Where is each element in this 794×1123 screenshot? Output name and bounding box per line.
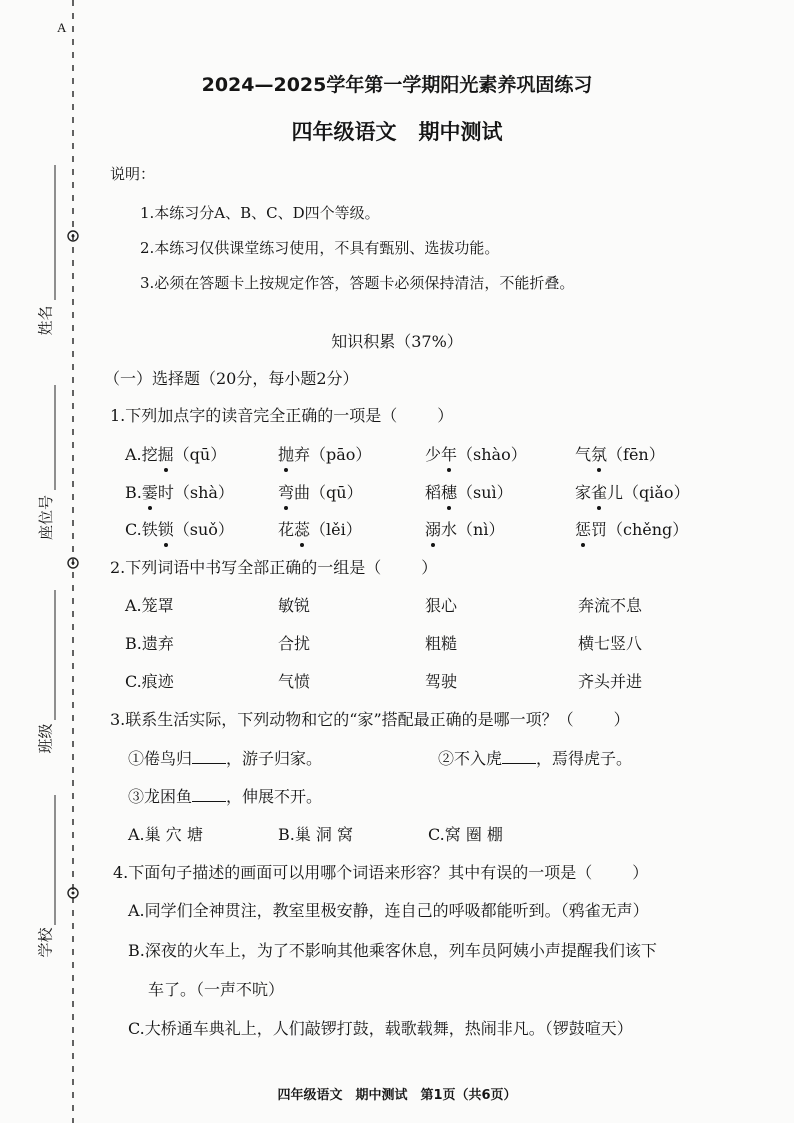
dotted-character: 掘 [158, 442, 174, 465]
question-2-option-cell: C.痕迹 [125, 672, 174, 691]
dotted-character: 溺 [425, 517, 441, 540]
question-2-option-cell: 驾驶 [425, 672, 458, 691]
question-2-option-cell: 敏锐 [278, 596, 311, 615]
dotted-character: 雀 [591, 480, 607, 503]
dotted-character: 氛 [591, 442, 607, 465]
exam-title: 2024—2025学年第一学期阳光素养巩固练习 [201, 74, 593, 96]
question-1-option-cell: 家雀儿（qiǎo） [575, 480, 690, 503]
question-1-option-cell: A.挖掘（qū） [125, 442, 226, 465]
question-4-stem: 4.下面句子描述的画面可以用哪个词语来形容？其中有误的一项是（ ） [113, 863, 649, 882]
question-1-option-cell: C.铁锁（suǒ） [125, 517, 234, 540]
note-item: 1.本练习分A、B、C、D四个等级。 [140, 204, 380, 222]
dotted-character: 穗 [441, 480, 457, 503]
note-item: 2.本练习仅供课堂练习使用，不具有甄别、选拔功能。 [140, 239, 500, 257]
dotted-character: 蕊 [294, 517, 310, 540]
question-1-option-cell: 气氛（fēn） [575, 442, 665, 465]
question-2-option-cell: B.遗弃 [125, 634, 174, 653]
question-1-option-cell: 花蕊（lěi） [278, 517, 362, 540]
question-3-option-b: B.巢 洞 窝 [278, 825, 354, 844]
question-2-option-cell: A.笼罩 [125, 596, 174, 615]
dotted-character: 年 [441, 442, 457, 465]
answer-blank[interactable] [502, 762, 536, 764]
name-label: 姓名 [36, 305, 55, 336]
part-heading: （一）选择题（20分，每小题2分） [104, 369, 359, 388]
question-1-stem: 1.下列加点字的读音完全正确的一项是（ ） [110, 406, 454, 425]
dotted-character: 锁 [158, 517, 174, 540]
question-1-option-cell: 稻穗（suì） [425, 480, 513, 503]
question-2-option-cell: 合扰 [278, 634, 311, 653]
question-2-stem: 2.下列词语中书写全部正确的一组是（ ） [110, 558, 438, 577]
question-1-option-cell: 惩罚（chěng） [575, 517, 688, 540]
notes-label: 说明： [110, 165, 156, 183]
corner-mark: A [57, 20, 67, 35]
dotted-character: 抛 [278, 442, 294, 465]
answer-blank[interactable] [192, 762, 226, 764]
question-2-option-cell: 狠心 [425, 596, 458, 615]
page-footer: 四年级语文 期中测试 第1页（共6页） [277, 1088, 517, 1103]
question-3-sentence-1: ①倦鸟归 ，游子归家。 [128, 749, 323, 768]
question-1-option-cell: 溺水（nì） [425, 517, 504, 540]
question-2-option-cell: 奔流不息 [578, 596, 643, 615]
question-1-option-cell: B.霎时（shà） [125, 480, 234, 503]
exam-subtitle: 四年级语文 期中测试 [291, 120, 503, 144]
question-2-option-cell: 粗糙 [425, 634, 458, 653]
question-2-option-cell: 横七竖八 [578, 634, 643, 653]
question-1-option-cell: 少年（shào） [425, 442, 527, 465]
question-3-option-a: A.巢 穴 塘 [128, 825, 203, 844]
section-heading: 知识积累（37%） [331, 332, 463, 351]
question-4-option-b-cont: 车了。（一声不吭） [148, 980, 285, 999]
question-2-option-cell: 气愤 [278, 672, 311, 691]
dotted-character: 惩 [575, 517, 591, 540]
dotted-character: 霎 [142, 480, 158, 503]
question-3-sentence-2: ②不入虎 ，焉得虎子。 [438, 749, 633, 768]
question-3-sentence-3: ③龙困鱼 ，伸展不开。 [128, 787, 323, 806]
question-4-option-a: A.同学们全神贯注，教室里极安静，连自己的呼吸都能听到。（鸦雀无声） [128, 901, 649, 920]
question-4-option-b: B.深夜的火车上，为了不影响其他乘客休息，列车员阿姨小声提醒我们该下 [128, 941, 657, 960]
dotted-character: 弯 [278, 480, 294, 503]
note-item: 3.必须在答题卡上按规定作答，答题卡必须保持清洁，不能折叠。 [140, 274, 575, 292]
class-label: 班级 [36, 723, 55, 754]
question-2-option-cell: 齐头并进 [578, 672, 643, 691]
school-label: 学校 [36, 927, 55, 958]
seat-number-label: 座位号 [37, 494, 56, 541]
question-1-option-cell: 抛弃（pāo） [278, 442, 371, 465]
question-3-stem: 3.联系生活实际，下列动物和它的“家”搭配最正确的是哪一项？（ ） [110, 710, 630, 729]
question-4-option-c: C.大桥通车典礼上，人们敲锣打鼓，载歌载舞，热闹非凡。（锣鼓喧天） [128, 1019, 633, 1038]
question-1-option-cell: 弯曲（qū） [278, 480, 363, 503]
question-3-option-c: C.窝 圈 棚 [428, 825, 503, 844]
answer-blank[interactable] [192, 800, 226, 802]
